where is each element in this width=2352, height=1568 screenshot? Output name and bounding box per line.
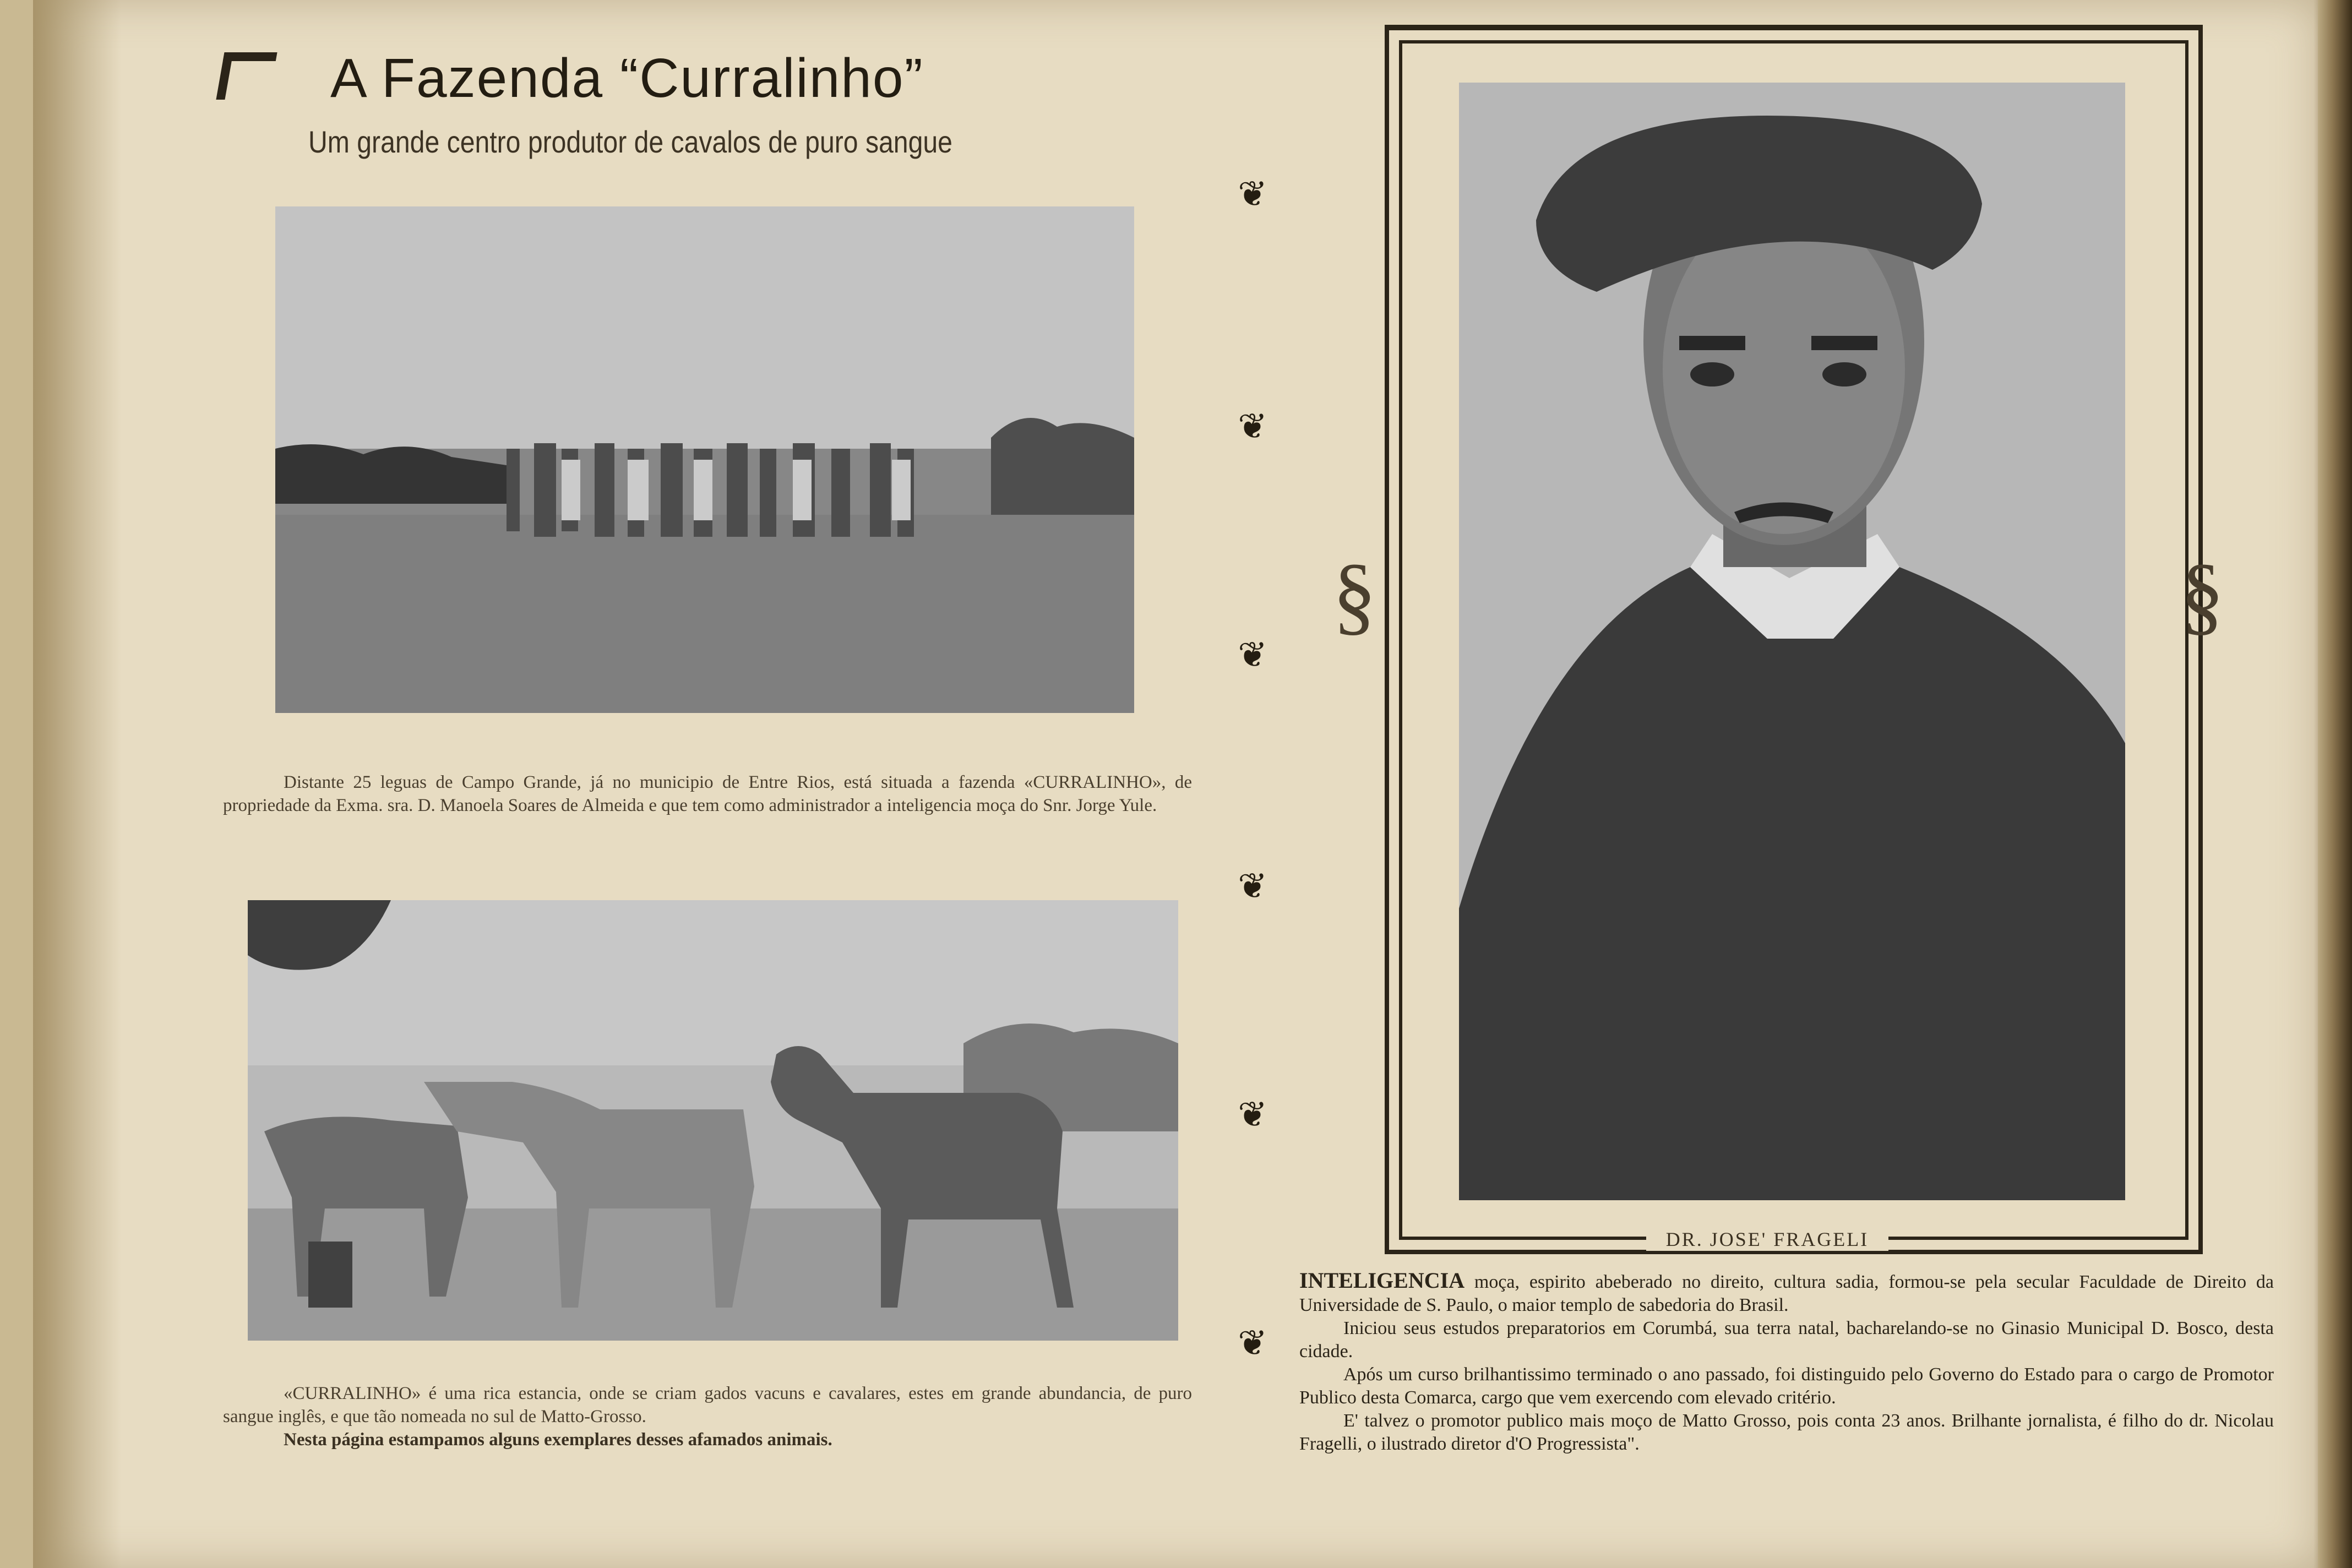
photo-horses-field-image bbox=[275, 206, 1134, 713]
article-subtitle: Um grande centro produtor de cavalos de puro sangue bbox=[308, 124, 952, 159]
article-paragraph-3: Após um curso brilhantissimo terminado o ano passado, foi distinguido pelo Governo do Estado para o cargo de Promotor Publico desta Comarca, cargo que vem exercendo com elevado critério. bbox=[1299, 1364, 2274, 1408]
fleuron-icon: ❦ bbox=[1238, 635, 1267, 674]
fleuron-icon: ❦ bbox=[1238, 407, 1267, 446]
fleuron-icon: ❦ bbox=[1238, 1095, 1267, 1134]
photo2-caption-text: «CURRALINHO» é uma rica estancia, onde se criam gados vacuns e cavalares, estes em grande abundancia, de puro sangue inglês, e que tão nomeada no sul de Matto-Grosso. bbox=[223, 1384, 1192, 1427]
article-title: A Fazenda “Curralinho” bbox=[330, 47, 924, 109]
photo1-caption-text: Distante 25 leguas de Campo Grande, já no municipio de Entre Rios, está situada a fazenda «CURRALINHO», de propriedade da Exma. sra. D. Manoela Soares de Almeida e que tem como administrador a inteligencia moça do Snr. Jorge Yule. bbox=[223, 772, 1192, 815]
article-body bbox=[1299, 1269, 2274, 1456]
spine-shadow bbox=[33, 0, 121, 1568]
photo-horses-field bbox=[275, 206, 1134, 713]
fleuron-icon: ❦ bbox=[1238, 867, 1267, 906]
article-paragraph-4: E' talvez o promotor publico mais moço de Matto Grosso, pois conta 23 anos. Brilhante jornalista, é filho do dr. Nicolau Fragelli, o ilustrado diretor d'O Progressista". bbox=[1299, 1411, 2274, 1454]
portrait-photo-image bbox=[1459, 83, 2125, 1200]
scroll-flourish-icon: § bbox=[2180, 546, 2224, 644]
article-lead-word: INTELIGENCIA bbox=[1299, 1268, 1465, 1293]
photo-three-horses-image bbox=[248, 900, 1178, 1341]
photo2-caption bbox=[223, 1382, 1192, 1451]
article-paragraph-2: Iniciou seus estudos preparatorios em Corumbá, sua terra natal, bacharelando-se no Ginasio Municipal D. Bosco, desta cidade. bbox=[1299, 1318, 2274, 1362]
scroll-flourish-icon: § bbox=[1332, 546, 1376, 644]
photo-three-horses bbox=[248, 900, 1178, 1341]
photo1-caption bbox=[223, 771, 1192, 817]
portrait-photo bbox=[1459, 83, 2125, 1200]
portrait-caption: DR. JOSE' FRAGELI bbox=[1646, 1228, 1888, 1251]
fleuron-icon: ❦ bbox=[1238, 175, 1267, 214]
corner-ornament bbox=[216, 52, 277, 100]
article-paragraph-1-text: moça, espirito abeberado no direito, cultura sadia, formou-se pela secular Faculdade de Direito da Universidade de S. Paulo, o maior templo de sabedoria do Brasil. bbox=[1299, 1272, 2274, 1315]
fleuron-icon: ❦ bbox=[1238, 1324, 1267, 1363]
photo2-caption-note: Nesta página estampamos alguns exemplares desses afamados animais. bbox=[284, 1430, 832, 1450]
page-edge bbox=[2313, 0, 2352, 1568]
article-paragraph-1 bbox=[1299, 1269, 2274, 1317]
